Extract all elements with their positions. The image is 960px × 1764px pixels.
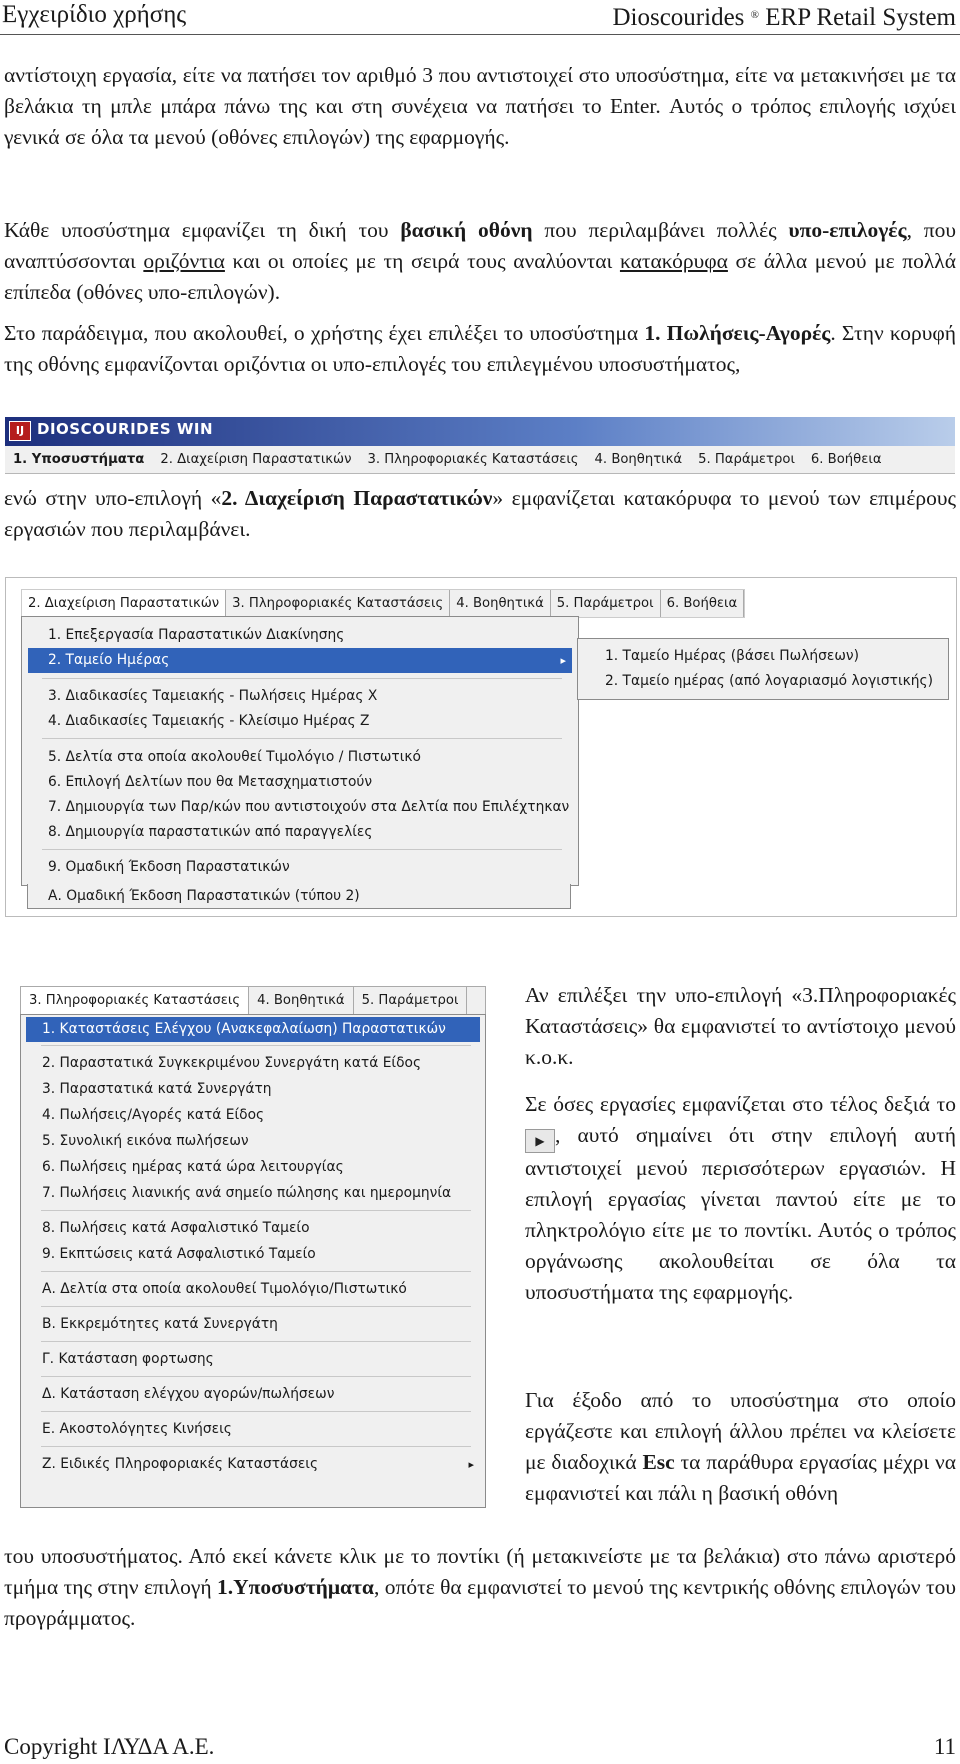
- menu-option[interactable]: 8. Πωλήσεις κατά Ασφαλιστικό Ταμείο: [42, 1220, 310, 1236]
- menu-option[interactable]: Α. Ομαδική Έκδοση Παραστατικών (τύπου 2): [27, 884, 571, 909]
- menu-item-documents[interactable]: 2. Διαχείριση Παραστατικών: [160, 452, 352, 467]
- menu-option[interactable]: 7. Πωλήσεις λιανικής ανά σημείο πώλησης και ημερομηνία: [42, 1185, 452, 1201]
- menu-separator: [42, 849, 562, 850]
- page-number: 11: [933, 1734, 956, 1759]
- app-logo-icon: IJ: [9, 421, 31, 441]
- reports-menu-screenshot: [5, 972, 508, 1514]
- paragraph-intro: αντίστοιχη εργασία, είτε να πατήσει τον αριθμό 3 που αντιστοιχεί στο υποσύστημα, είτε να μετακινήσει με τα βελάκια τη μπλε μπάρα πάνω της και στη συνέχεια να πατήσει το Enter. Αυτός ο τρόπος επιλογής ισχύει γενικά σε όλα τα μενού (οθόνες επιλογών) της εφαρμογής.: [4, 63, 956, 149]
- menu-option[interactable]: Γ. Κατάσταση φορτωσης: [42, 1351, 214, 1367]
- documents-menu-screenshot: [5, 577, 957, 917]
- menu-option[interactable]: 7. Δημιουργία των Παρ/κών που αντιστοιχούν στα Δελτία που Επιλέχτηκαν: [48, 799, 570, 815]
- menu-item-utilities[interactable]: 4. Βοηθητικά: [249, 987, 354, 1014]
- submenu-option[interactable]: 2. Ταμείο ημέρας (από λογαριασμό λογιστικής): [605, 673, 933, 689]
- menu-option[interactable]: 6. Επιλογή Δελτίων που θα Μετασχηματιστούν: [48, 774, 373, 790]
- menu-item-reports[interactable]: 3. Πληροφοριακές Καταστάσεις: [367, 452, 579, 467]
- menu-separator: [42, 738, 562, 739]
- menu-separator: [41, 1376, 471, 1377]
- menu-item-help[interactable]: 6. Βοήθεια: [661, 590, 745, 617]
- menu-separator: [41, 1306, 471, 1307]
- menu-option[interactable]: 5. Συνολική εικόνα πωλήσεων: [42, 1133, 249, 1149]
- menu-option[interactable]: 2. Παραστατικά Συγκεκριμένου Συνεργάτη κατά Είδος: [42, 1055, 422, 1071]
- screenshot-menubar: [20, 986, 486, 1015]
- menu-option[interactable]: Ε. Ακοστολόγητες Κινήσεις: [42, 1421, 232, 1437]
- menu-option-selected[interactable]: 2. Ταμείο Ημέρας ▸: [28, 648, 572, 673]
- menu-option[interactable]: 9. Εκπτώσεις κατά Ασφαλιστικό Ταμείο: [42, 1246, 316, 1262]
- menu-separator: [41, 1446, 471, 1447]
- menu-item-parameters[interactable]: 5. Παράμετροι: [698, 452, 795, 467]
- app-title: DIOSCOURIDES WIN: [37, 420, 214, 438]
- menu-item-reports[interactable]: 3. Πληροφοριακές Καταστάσεις: [226, 590, 450, 617]
- menu-item-documents[interactable]: 2. Διαχείριση Παραστατικών: [22, 590, 226, 617]
- menu-separator: [41, 1210, 471, 1211]
- documents-dropdown: [21, 616, 579, 886]
- menu-separator: [42, 678, 562, 679]
- menu-item-help[interactable]: 6. Βοήθεια: [810, 452, 882, 467]
- menu-option[interactable]: 5. Δελτία στα οποία ακολουθεί Τιμολόγιο / Πιστωτικό: [48, 749, 421, 765]
- paragraph-reports: Αν επιλέξει την υπο-επιλογή «3.Πληροφοριακές Καταστάσεις» θα εμφανιστεί το αντίστοιχο μενού κ.ο.κ.: [525, 983, 956, 1069]
- app-titlebar-screenshot: [5, 417, 955, 474]
- menu-item-reports[interactable]: 3. Πληροφοριακές Καταστάσεις: [21, 987, 249, 1014]
- menu-option[interactable]: Ζ. Ειδικές Πληροφοριακές Καταστάσεις ▸: [26, 1452, 480, 1477]
- main-menubar: [5, 447, 890, 473]
- menu-option[interactable]: 3. Διαδικασίες Ταμειακής - Πωλήσεις Ημέρας Χ: [48, 688, 378, 704]
- menu-separator: [41, 1271, 471, 1272]
- menu-option[interactable]: Δ. Κατάσταση ελέγχου αγορών/πωλήσεων: [42, 1386, 335, 1402]
- menu-item-parameters[interactable]: 5. Παράμετροι: [551, 590, 661, 617]
- menu-option[interactable]: Β. Εκκρεμότητες κατά Συνεργάτη: [42, 1316, 278, 1332]
- menu-item-parameters[interactable]: 5. Παράμετροι: [354, 987, 468, 1014]
- page-header: [0, 0, 960, 35]
- menu-option[interactable]: 1. Επεξεργασία Παραστατικών Διακίνησης: [48, 627, 345, 643]
- paragraph-example: Στο παράδειγμα, που ακολουθεί, ο χρήστης έχει επιλέξει το υποσύστημα 1. Πωλήσεις-Αγορές. Στην κορυφή της οθόνης εμφανίζονται οριζόντια οι υπο-επιλογές του επιλεγμένου υποσυστήματος,: [4, 321, 956, 376]
- paragraph-documents-menu: ενώ στην υπο-επιλογή «2. Διαχείριση Παραστατικών» εμφανίζεται κατακόρυφα το μενού των επιμέρους εργασιών που περιλαμβάνει.: [4, 486, 956, 541]
- paragraph-subsystems: Κάθε υποσύστημα εμφανίζει τη δική του βασική οθόνη που περιλαμβάνει πολλές υπο-επιλογές, που αναπτύσσονται οριζόντια και οι οποίες με τη σειρά τους αναλύονται κατακόρυφα σε άλλα μενού με πολλά επίπεδα (οθόνες υπο-επιλογών).: [4, 218, 957, 304]
- menu-item-utilities[interactable]: 4. Βοηθητικά: [594, 452, 683, 467]
- manual-title: Εγχειρίδιο χρήσης: [2, 1, 187, 28]
- menu-separator: [41, 1045, 471, 1046]
- paragraph-return: του υποσυστήματος. Από εκεί κάνετε κλικ με το ποντίκι (ή μετακινείστε με τα βελάκια) στο πάνω αριστερό τμήμα της στην επιλογή 1.Υποσυστήματα, οπότε θα εμφανιστεί το μενού της κεντρικής οθόνης επιλογών του προγράμματος.: [4, 1544, 956, 1630]
- menu-option[interactable]: 4. Πωλήσεις/Αγορές κατά Είδος: [42, 1107, 265, 1123]
- menu-option[interactable]: 4. Διαδικασίες Ταμειακής - Κλείσιμο Ημέρας Ζ: [48, 713, 370, 729]
- reports-dropdown: [20, 1014, 486, 1508]
- copyright: Copyright ΙΛΥΔΑ Α.Ε.: [4, 1734, 215, 1759]
- menu-item-subsystems[interactable]: 1. Υποσυστήματα: [13, 452, 145, 467]
- menu-option[interactable]: 9. Ομαδική Έκδοση Παραστατικών: [48, 859, 290, 875]
- submenu-arrow-icon: ▸: [560, 654, 566, 667]
- cash-day-submenu: [577, 638, 949, 700]
- submenu-option[interactable]: 1. Ταμείο Ημέρας (βάσει Πωλήσεων): [605, 648, 859, 664]
- submenu-arrow-icon: ▸: [468, 1458, 474, 1471]
- menu-item-utilities[interactable]: 4. Βοηθητικά: [450, 590, 551, 617]
- menu-option[interactable]: 6. Πωλήσεις ημέρας κατά ώρα λειτουργίας: [42, 1159, 344, 1175]
- menu-option[interactable]: 3. Παραστατικά κατά Συνεργάτη: [42, 1081, 272, 1097]
- paragraph-exit: Για έξοδο από το υποσύστημα στο οποίο εργάζεστε και επιλογή άλλου πρέπει να κλείσετε με διαδοχικά Esc τα παράθυρα εργασίας μέχρι να εμφανιστεί και πάλι η βασική οθόνη: [525, 1388, 956, 1505]
- menu-separator: [41, 1341, 471, 1342]
- paragraph-arrow-explain: Σε όσες εργασίες εμφανίζεται στο τέλος δεξιά το ▶ , αυτό σημαίνει ότι στην επιλογή αυτή αντιστοιχεί μενού περισσότερων εργασιών. Η επιλογή εργασίας γίνεται παντού είτε με το πληκτρολόγιο είτε με το ποντίκι. Αυτός ο τρόπος οργάνωσης ακολουθείται σε όλα τα υποσυστήματα της εφαρμογής.: [525, 1092, 956, 1304]
- menu-option-selected[interactable]: 1. Καταστάσεις Ελέγχου (Ανακεφαλαίωση) Παραστατικών: [26, 1017, 480, 1042]
- screenshot-menubar: [21, 589, 745, 618]
- menu-option[interactable]: Α. Δελτία στα οποία ακολουθεί Τιμολόγιο/Πιστωτικό: [42, 1281, 407, 1297]
- product-title: Dioscourides ® ERP Retail System: [612, 4, 956, 31]
- menu-separator: [41, 1411, 471, 1412]
- menu-option[interactable]: 8. Δημιουργία παραστατικών από παραγγελίες: [48, 824, 373, 840]
- submenu-arrow-icon: ▶: [525, 1129, 555, 1153]
